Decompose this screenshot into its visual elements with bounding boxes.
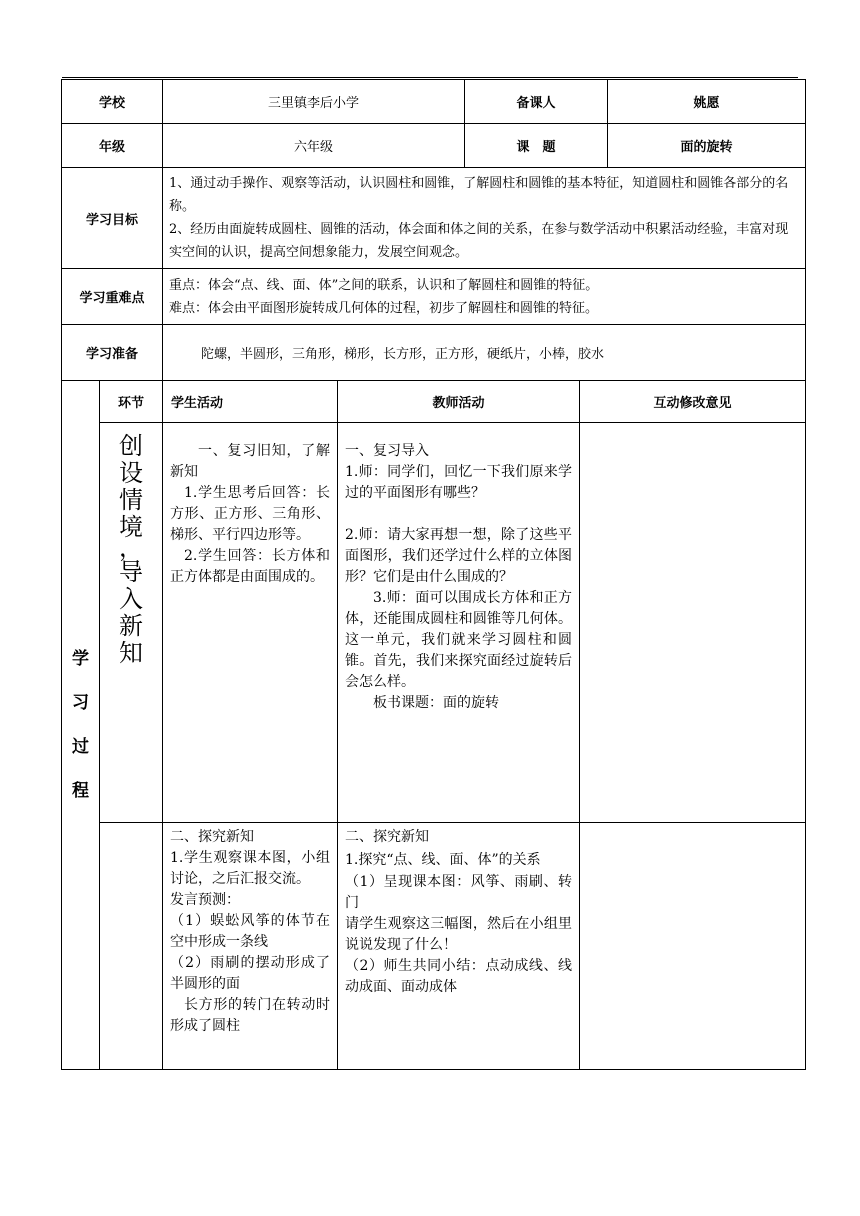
process-label	[62, 381, 100, 1070]
school-label: 学校	[62, 80, 163, 124]
grade-value: 六年级	[163, 124, 465, 168]
stage-char: 创	[119, 432, 143, 460]
stage2-student-line: 长方形的转门在转动时形成了圆柱	[170, 997, 331, 1034]
stage1-student-line: 2.学生回答：长方体和正方体都是由面围成的。	[170, 548, 331, 585]
stage1-teacher-line: 3.师：面可以围成长方体和正方体，还能围成圆柱和圆锥等几何体。这一单元，我们就来学习圆柱和圆锥。首先，我们来探究面经过旋转后会怎么样。	[345, 590, 573, 690]
key-important: 重点：体会“点、线、面、体”之间的联系，认识和了解圆柱和圆锥的特征。	[169, 277, 599, 293]
stage2-teacher-line: （1）呈现课本图：风筝、雨刷、转门	[345, 874, 573, 911]
school-value: 三里镇李后小学	[163, 80, 465, 124]
stage1-teacher-line: 一、复习导入	[345, 443, 430, 459]
process-char: 学	[72, 649, 89, 669]
lesson-plan-table	[61, 79, 806, 1070]
col-stage: 环节	[100, 381, 163, 423]
stage2-name	[100, 823, 163, 1070]
row-stage2	[62, 823, 806, 1070]
stage-char: 情	[119, 486, 143, 514]
col-feedback: 互动修改意见	[580, 381, 806, 423]
row-keypoints	[62, 269, 806, 325]
grade-label: 年级	[62, 124, 163, 168]
preparation-text: 陀螺，半圆形，三角形，梯形，长方形，正方形，硬纸片，小棒，胶水	[163, 325, 806, 381]
stage-char: 导	[119, 558, 143, 586]
stage-char: 新	[119, 612, 143, 640]
process-char: 习	[72, 693, 89, 713]
preparation-label: 学习准备	[62, 325, 163, 381]
stage1-teacher-line: 1.师：同学们，回忆一下我们原来学过的平面图形有哪些？	[345, 464, 573, 501]
stage-char: 境	[119, 513, 143, 541]
process-char: 程	[72, 781, 89, 801]
row-objectives	[62, 168, 806, 269]
objective-2: 2、经历由面旋转成圆柱、圆锥的活动，体会面和体之间的关系，在参与数学活动中积累活动经验，丰富对现实空间的认识，提高空间想象能力，发展空间观念。	[169, 222, 789, 260]
row-process-header	[62, 381, 806, 423]
stage2-student-line: （1）蜈蚣风筝的体节在空中形成一条线	[170, 913, 331, 950]
row-grade	[62, 124, 806, 168]
row-stage1	[62, 423, 806, 823]
key-difficult: 难点：体会由平面图形旋转成几何体的过程，初步了解圆柱和圆锥的特征。	[169, 300, 599, 316]
col-student: 学生活动	[163, 381, 338, 423]
preparer-value: 姚愿	[608, 80, 806, 124]
preparer-label: 备课人	[465, 80, 608, 124]
col-teacher: 教师活动	[338, 381, 580, 423]
stage1-teacher	[338, 423, 580, 823]
stage2-student	[163, 823, 338, 1070]
row-preparation	[62, 325, 806, 381]
stage1-name	[100, 423, 163, 823]
stage1-teacher-line: 板书课题：面的旋转	[373, 695, 500, 711]
stage-char: ，	[119, 534, 143, 562]
stage2-teacher-line: 请学生观察这三幅图，然后在小组里说说发现了什么！	[345, 916, 573, 953]
topic-value: 面的旋转	[608, 124, 806, 168]
stage-char: 知	[119, 639, 143, 667]
stage2-teacher-line: 1.探究“点、线、面、体”的关系	[345, 852, 541, 868]
objectives-label: 学习目标	[62, 168, 163, 269]
stage2-teacher	[338, 823, 580, 1070]
top-rule	[62, 77, 798, 78]
stage-char: 入	[119, 585, 143, 613]
keypoints-text	[163, 269, 806, 325]
topic-label: 课 题	[465, 124, 608, 168]
keypoints-label: 学习重难点	[62, 269, 163, 325]
stage1-feedback	[580, 423, 806, 823]
stage2-student-line: 发言预测：	[170, 892, 241, 908]
stage2-feedback	[580, 823, 806, 1070]
objectives-text	[163, 168, 806, 269]
stage2-student-line: （2）雨刷的摆动形成了半圆形的面	[170, 955, 331, 992]
stage1-student	[163, 423, 338, 823]
stage-char: 设	[119, 459, 143, 487]
stage2-student-line: 1.学生观察课本图，小组讨论，之后汇报交流。	[170, 850, 331, 887]
stage2-student-line: 二、探究新知	[170, 829, 255, 845]
stage1-student-line: 一、复习旧知，了解新知	[170, 443, 331, 480]
row-school	[62, 80, 806, 124]
stage1-teacher-line: 2.师：请大家再想一想，除了这些平面图形，我们还学过什么样的立体图形？它们是由什么围成的？	[345, 527, 573, 585]
objective-1: 1、通过动手操作、观察等活动，认识圆柱和圆锥，了解圆柱和圆锥的基本特征，知道圆柱和圆锥各部分的名称。	[169, 176, 789, 214]
stage2-teacher-line: （2）师生共同小结：点动成线、线动成面、面动成体	[345, 958, 573, 995]
process-char: 过	[72, 737, 89, 757]
stage1-student-line: 1.学生思考后回答：长方形、正方形、三角形、梯形、平行四边形等。	[170, 485, 331, 543]
stage2-teacher-line: 二、探究新知	[345, 829, 430, 845]
